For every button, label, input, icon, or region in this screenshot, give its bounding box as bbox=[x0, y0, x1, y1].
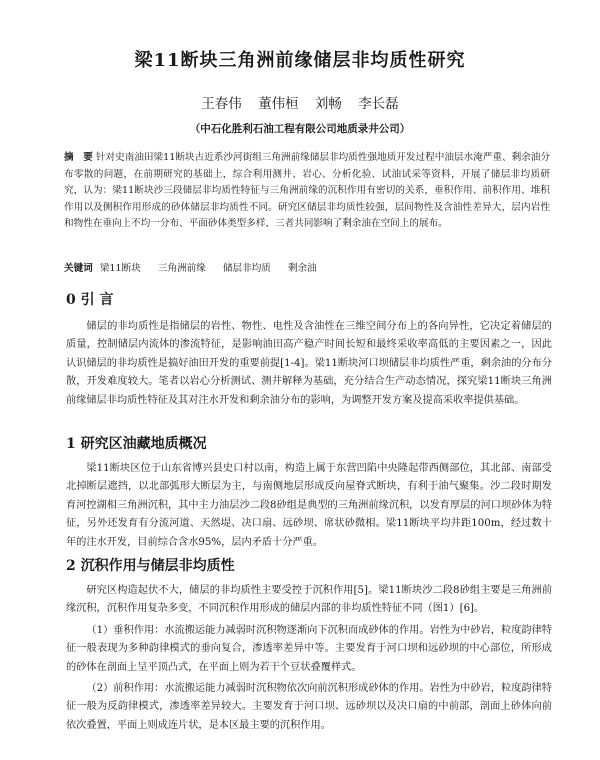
keyword: 三角洲前缘 bbox=[157, 263, 206, 274]
abstract-text: 针对史南油田梁11断块古近系沙河街组三角洲前缘储层非均质性强地质开发过程中油层水淹严重、剩余油分布零散的问题，在前期研究的基础上，综合利用测井、岩心、分析化验、试油试采等资料，开展了储层非均质研究，认为：梁11断块沙三段储层非均质性特征与三角洲前缘的沉积作用有密切的关系，垂积作用、前积作用、堆积作用以及侧积作用形成的砂体储层非均质性不同。研究区储层非均质性较强，层间物性及含油性差异大，层内岩性和物性在垂向上不均一分布、平面砂体类型多样，三者共同影响了剩余油在空间上的展布。 bbox=[64, 152, 550, 229]
abstract-label: 摘 要 bbox=[64, 152, 93, 163]
section-heading: 1 研究区油藏地质概况 bbox=[66, 436, 207, 452]
keyword: 剩余油 bbox=[287, 263, 317, 274]
author-name: 刘畅 bbox=[314, 96, 342, 112]
body-paragraph: 研究区构造起伏不大，储层的非均质性主要受控于沉积作用[5]。梁11断块沙二段8砂组主要是三角洲前缘沉积，沉积作用复杂多变，不同沉积作用形成的储层内部的非均质性特征不同（图1）[6]。 bbox=[66, 585, 552, 615]
author-name: 王春伟 bbox=[201, 96, 242, 112]
body-paragraph: （1）垂积作用：水流搬运能力减弱时沉积物逐渐向下沉积而成砂体的作用。岩性为中砂岩，粒度韵律特征一般表现为多种韵律模式的垂向复合，渗透率差异中等。主要发育于河口坝和远砂坝的中心部位，所形成的砂体在剖面上呈平顶凸式，在平面上则为若干个豆状叠覆样式。 bbox=[66, 625, 552, 673]
body-paragraph: （2）前积作用：水流搬运能力减弱时沉积物依次向前沉积形成砂体的作用。岩性为中砂岩，粒度韵律特征一般为反韵律模式，渗透率差异较大。主要发育于河口坝、远砂坝以及决口扇的中前部，剖面上砂体向前依次叠置，平面上则成连片状，是本区最主要的沉积作用。 bbox=[66, 683, 552, 731]
section-heading: 0 引 言 bbox=[66, 292, 114, 308]
keyword: 梁11断块 bbox=[99, 263, 141, 274]
author-name: 董伟桓 bbox=[258, 96, 299, 112]
paper-title: 梁11断块三角洲前缘储层非均质性研究 bbox=[134, 50, 466, 71]
keywords-label: 关键词 bbox=[64, 263, 93, 274]
affiliation: （中石化胜利石油工程有限公司地质录井公司） bbox=[189, 123, 411, 135]
author-name: 李长磊 bbox=[358, 96, 399, 112]
body-paragraph: 梁11断块区位于山东省博兴县史口村以南，构造上属于东营凹陷中央隆起带西侧部位，其北部、南部受北掉断层遮挡，以北部弧形大断层为主，与南侧地层形成反向屋脊式断块，有利于油气聚集。沙二段时期发育河控湖相三角洲沉积，其中主力油层沙二段8砂组是典型的三角洲前缘沉积，以发育厚层的河口坝砂体为特征，另外还发育有分流河道、天然堤、决口扇、远砂坝、席状砂微相。梁11断块平均井距100m，经过数十年的注水开发，目前综合含水95%，层内矛盾十分严重。 bbox=[66, 463, 552, 548]
keyword: 储层非均质 bbox=[222, 263, 271, 274]
author-list bbox=[0, 92, 600, 112]
abstract bbox=[64, 150, 550, 233]
section-heading: 2 沉积作用与储层非均质性 bbox=[66, 558, 235, 574]
body-paragraph: 储层的非均质性是指储层的岩性、物性、电性及含油性在三维空间分布上的各向异性，它决定着储层的质量，控制储层内流体的渗流特征，是影响油田高产稳产时间长短和最终采收率高低的主要因素之一，因此认识储层的非均质性是搞好油田开发的重要前提[1-4]。梁11断块河口坝储层非均质性严重，剩余油的分布分散，开发难度较大。笔者以岩心分析测试、测井解释为基础，充分结合生产动态情况，探究梁11断块三角洲前缘储层非均质性特征及其对注水开发和剩余油分布的影响，为调整开发方案及提高采收率提供基础。 bbox=[66, 321, 552, 406]
keywords bbox=[64, 261, 550, 277]
